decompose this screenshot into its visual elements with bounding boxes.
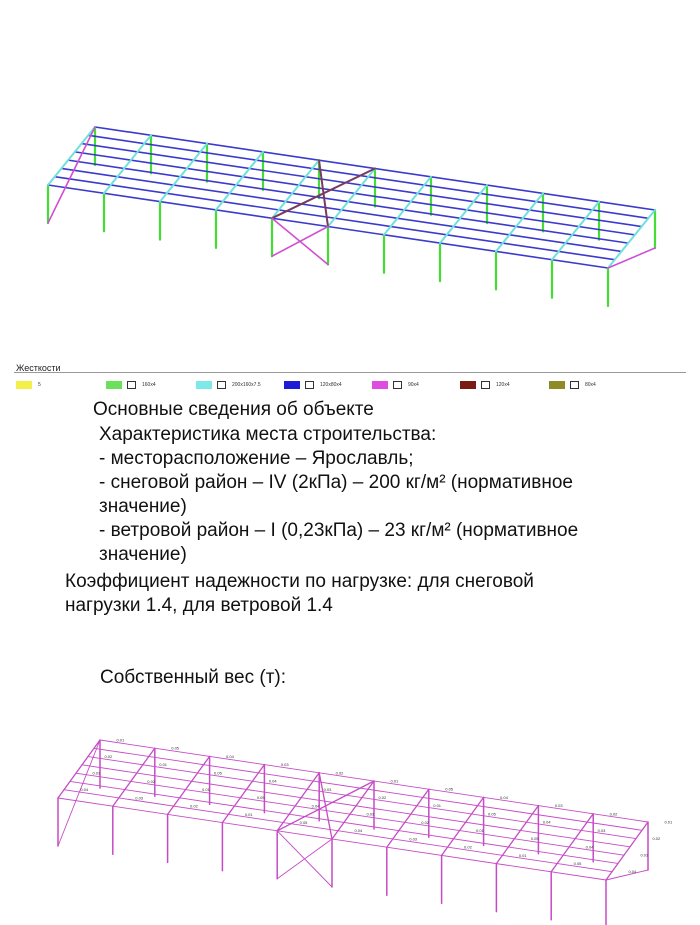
legend-item	[284, 380, 342, 390]
member-weight-label: 0.01	[390, 778, 399, 784]
member-weight-label: 0.05	[530, 836, 539, 842]
member-weight-label: 0.03	[323, 786, 332, 792]
legend-label: 200x160x7.5	[232, 382, 261, 388]
member-weight-label: 0.02	[190, 803, 198, 809]
member-weight-label: 0.03	[135, 795, 144, 801]
location-line: - месторасположение – Ярославль;	[99, 448, 414, 469]
member-weight-label: 0.02	[652, 836, 661, 842]
member-weight-label: 0.05	[256, 795, 265, 801]
self-weight-title: Собственный вес (т):	[100, 667, 287, 688]
member-weight-label: 0.05	[214, 770, 222, 776]
legend-swatch	[16, 381, 32, 389]
stiffness-legend	[16, 380, 686, 392]
rafter	[552, 202, 599, 260]
legend-swatch	[284, 381, 300, 389]
member-weight-label: 0.03	[92, 770, 101, 776]
rafter	[551, 814, 593, 872]
legend-label: 90x4	[408, 382, 419, 388]
legend-swatch	[549, 381, 565, 389]
section-box-icon	[217, 381, 226, 389]
member-weight-label: 0.01	[159, 762, 168, 768]
legend-item	[372, 380, 419, 390]
legend-label: 80x4	[585, 382, 596, 388]
wall-brace	[272, 227, 328, 257]
legend-label: 120x80x4	[320, 382, 342, 388]
rafter	[160, 144, 207, 202]
coefficient-line-2: нагрузки 1.4, для ветровой 1.4	[65, 595, 333, 616]
rafter	[328, 169, 375, 227]
member-weight-label: 0.02	[609, 811, 618, 817]
member-weight-label: 0.02	[335, 770, 344, 776]
member-weight-label: 0.03	[366, 811, 375, 817]
rafter	[58, 740, 100, 798]
legend-item	[460, 380, 510, 390]
member-weight-label: 0.01	[202, 787, 210, 793]
member-weight-label: 0.02	[464, 844, 472, 850]
member-weight-label: 0.04	[80, 787, 89, 793]
legend-swatch	[372, 381, 388, 389]
rafter	[384, 177, 431, 235]
rafter	[272, 160, 319, 218]
member-weight-label: 0.01	[433, 803, 442, 809]
rafter	[608, 210, 655, 268]
legend-item	[196, 380, 261, 390]
legend-item	[106, 380, 156, 390]
snow-line-2: значение)	[99, 496, 187, 517]
heading: Основные сведения об объекте	[93, 399, 374, 420]
wind-line-2: значение)	[99, 544, 187, 565]
member-weight-label: 0.01	[518, 852, 527, 858]
legend-item	[549, 380, 596, 390]
self-weight-model-view	[0, 710, 700, 925]
member-weight-label: 0.04	[311, 803, 320, 809]
section-box-icon	[305, 381, 314, 389]
rafter	[277, 773, 319, 831]
rafter	[168, 756, 210, 814]
member-weight-label: 0.02	[147, 778, 156, 784]
member-weight-label: 0.03	[597, 827, 606, 833]
section-box-icon	[570, 381, 579, 389]
snow-line-1: - снеговой район – IV (2кПа) – 200 кг/м² (нормативное	[99, 472, 573, 493]
subheading: Характеристика места строительства:	[99, 424, 437, 445]
section-box-icon	[481, 381, 490, 389]
rafter	[496, 193, 543, 251]
member-weight-label: 0.05	[445, 786, 454, 792]
member-weight-label: 0.05	[573, 860, 582, 866]
member-weight-label: 0.05	[488, 811, 496, 817]
member-weight-label: 0.05	[171, 745, 180, 751]
member-weight-label: 0.04	[628, 869, 637, 875]
legend-swatch	[460, 381, 476, 389]
member-weight-label: 0.05	[299, 819, 308, 825]
section-box-icon	[393, 381, 402, 389]
member-weight-label: 0.04	[542, 819, 551, 825]
member-weight-label: 0.04	[500, 794, 508, 800]
legend-label: 120x4	[496, 382, 510, 388]
legend-item	[16, 380, 41, 390]
member-weight-label: 0.04	[354, 828, 363, 834]
rafter	[440, 185, 487, 243]
member-weight-label: 0.03	[409, 836, 418, 842]
member-weight-label: 0.02	[104, 754, 113, 760]
rafter	[222, 765, 264, 823]
rafter	[332, 781, 374, 839]
legend-label: 5	[38, 382, 41, 388]
member-weight-label: 0.04	[585, 844, 594, 850]
section-box-icon	[127, 381, 136, 389]
rafter	[442, 797, 484, 855]
member-weight-label: 0.04	[226, 753, 234, 759]
member-weight-label: 0.01	[244, 811, 253, 817]
rafter	[216, 152, 263, 210]
member-weight-label: 0.03	[554, 803, 563, 809]
member-weight-label: 0.01	[476, 828, 484, 834]
member-weight-label: 0.03	[640, 852, 649, 858]
coefficient-line-1: Коэффициент надежности по нагрузке: для снеговой	[65, 571, 534, 592]
legend-swatch	[196, 381, 212, 389]
rafter	[113, 748, 155, 806]
legend-swatch	[106, 381, 122, 389]
legend-label: 160x4	[142, 382, 156, 388]
rafter	[496, 806, 538, 864]
legend-divider	[14, 372, 686, 373]
rafter	[104, 135, 151, 193]
member-weight-label: 0.02	[421, 819, 430, 825]
wind-line-1: - ветровой район – I (0,23кПа) – 23 кг/м² (нормативное	[99, 520, 579, 541]
member-weight-label: 0.04	[268, 778, 277, 784]
wall-brace	[277, 839, 332, 879]
member-weight-label: 0.02	[378, 795, 387, 801]
member-weight-label: 0.01	[664, 819, 673, 825]
legend-title: Жесткости	[16, 363, 61, 373]
stiffness-model-view	[0, 95, 700, 345]
member-weight-label: 0.03	[280, 762, 289, 768]
member-weight-label: 0.01	[116, 737, 125, 743]
rafter	[387, 789, 429, 847]
end-brace	[58, 740, 100, 846]
